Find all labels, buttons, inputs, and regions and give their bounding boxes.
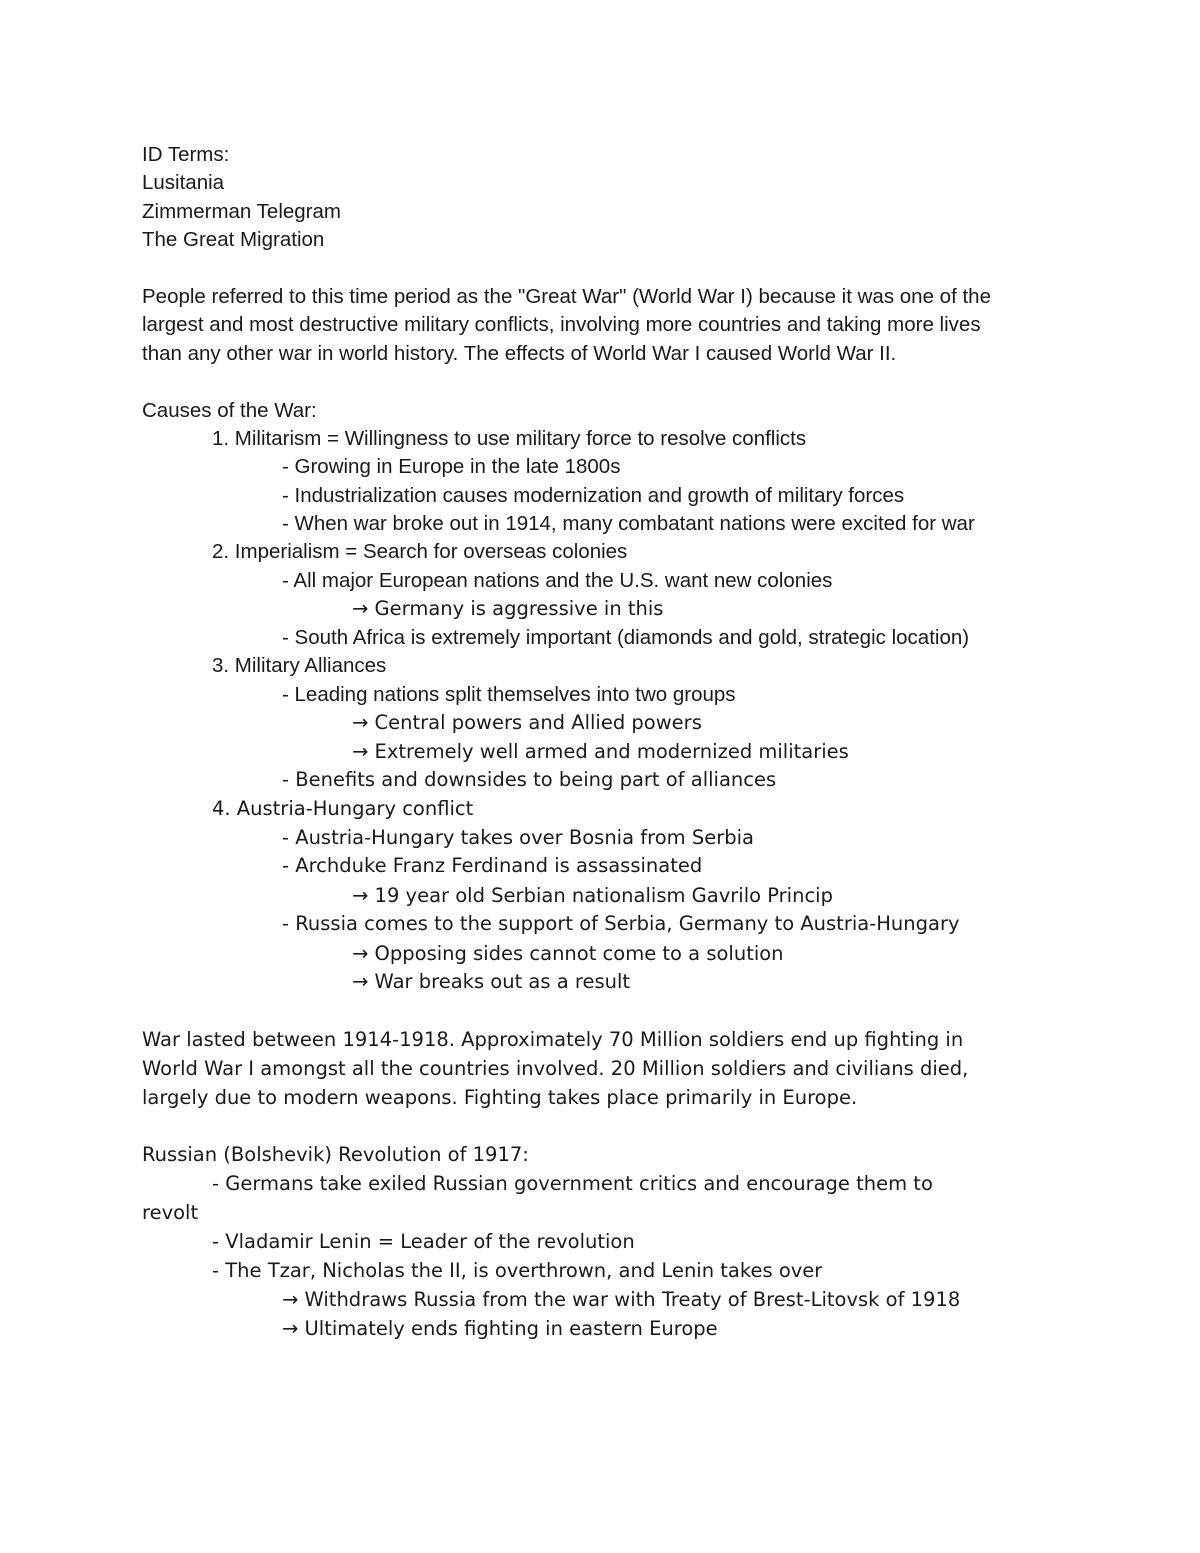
cause-detail: - Industrialization causes modernization and growth of military forces [282,484,905,507]
intro-paragraph-line: than any other war in world history. The effects of World War I caused World War II. [142,342,897,365]
cause-detail: - Russia comes to the support of Serbia, Germany to Austria-Hungary [282,912,960,935]
cause-subdetail: → War breaks out as a result [352,970,631,993]
cause-subdetail: → Extremely well armed and modernized militaries [352,740,849,763]
cause-subdetail: → Central powers and Allied powers [352,711,702,734]
cause-item: 3. Military Alliances [212,654,387,677]
id-term: Zimmerman Telegram [142,200,341,223]
revolution-subdetail: → Withdraws Russia from the war with Treaty of Brest-Litovsk of 1918 [282,1288,961,1311]
revolution-detail: - The Tzar, Nicholas the II, is overthrown, and Lenin takes over [212,1259,823,1282]
war-paragraph-line: War lasted between 1914-1918. Approximately 70 Million soldiers end up fighting in [142,1028,964,1051]
causes-heading: Causes of the War: [142,399,317,422]
revolution-detail-wrap: revolt [142,1201,199,1224]
cause-detail: - Benefits and downsides to being part of alliances [282,768,777,791]
cause-detail: - South Africa is extremely important (diamonds and gold, strategic location) [282,626,970,649]
id-terms-heading: ID Terms: [142,143,230,166]
war-paragraph-line: World War I amongst all the countries involved. 20 Million soldiers and civilians died, [142,1057,969,1080]
revolution-heading: Russian (Bolshevik) Revolution of 1917: [142,1143,529,1166]
cause-subdetail: → Germany is aggressive in this [352,597,664,620]
cause-subdetail: → 19 year old Serbian nationalism Gavrilo Princip [352,884,833,907]
cause-detail: - Growing in Europe in the late 1800s [282,455,621,478]
cause-subdetail: → Opposing sides cannot come to a solution [352,942,784,965]
cause-detail: - When war broke out in 1914, many combatant nations were excited for war [282,512,975,535]
cause-detail: - Leading nations split themselves into two groups [282,683,736,706]
intro-paragraph-line: People referred to this time period as the "Great War" (World War I) because it was one of the [142,285,991,308]
cause-item: 2. Imperialism = Search for overseas colonies [212,540,628,563]
cause-detail: - All major European nations and the U.S. want new colonies [282,569,833,592]
cause-detail: - Austria-Hungary takes over Bosnia from Serbia [282,826,754,849]
id-term: The Great Migration [142,228,325,251]
id-term: Lusitania [142,171,225,194]
intro-paragraph-line: largest and most destructive military conflicts, involving more countries and taking more lives [142,313,981,336]
cause-item: 1. Militarism = Willingness to use military force to resolve conflicts [212,427,807,450]
revolution-detail: - Vladamir Lenin = Leader of the revolution [212,1230,635,1253]
revolution-detail: - Germans take exiled Russian government critics and encourage them to [212,1172,933,1195]
cause-detail: - Archduke Franz Ferdinand is assassinated [282,854,703,877]
war-paragraph-line: largely due to modern weapons. Fighting takes place primarily in Europe. [142,1086,858,1109]
revolution-subdetail: → Ultimately ends fighting in eastern Europe [282,1317,718,1340]
cause-item: 4. Austria-Hungary conflict [212,797,474,820]
